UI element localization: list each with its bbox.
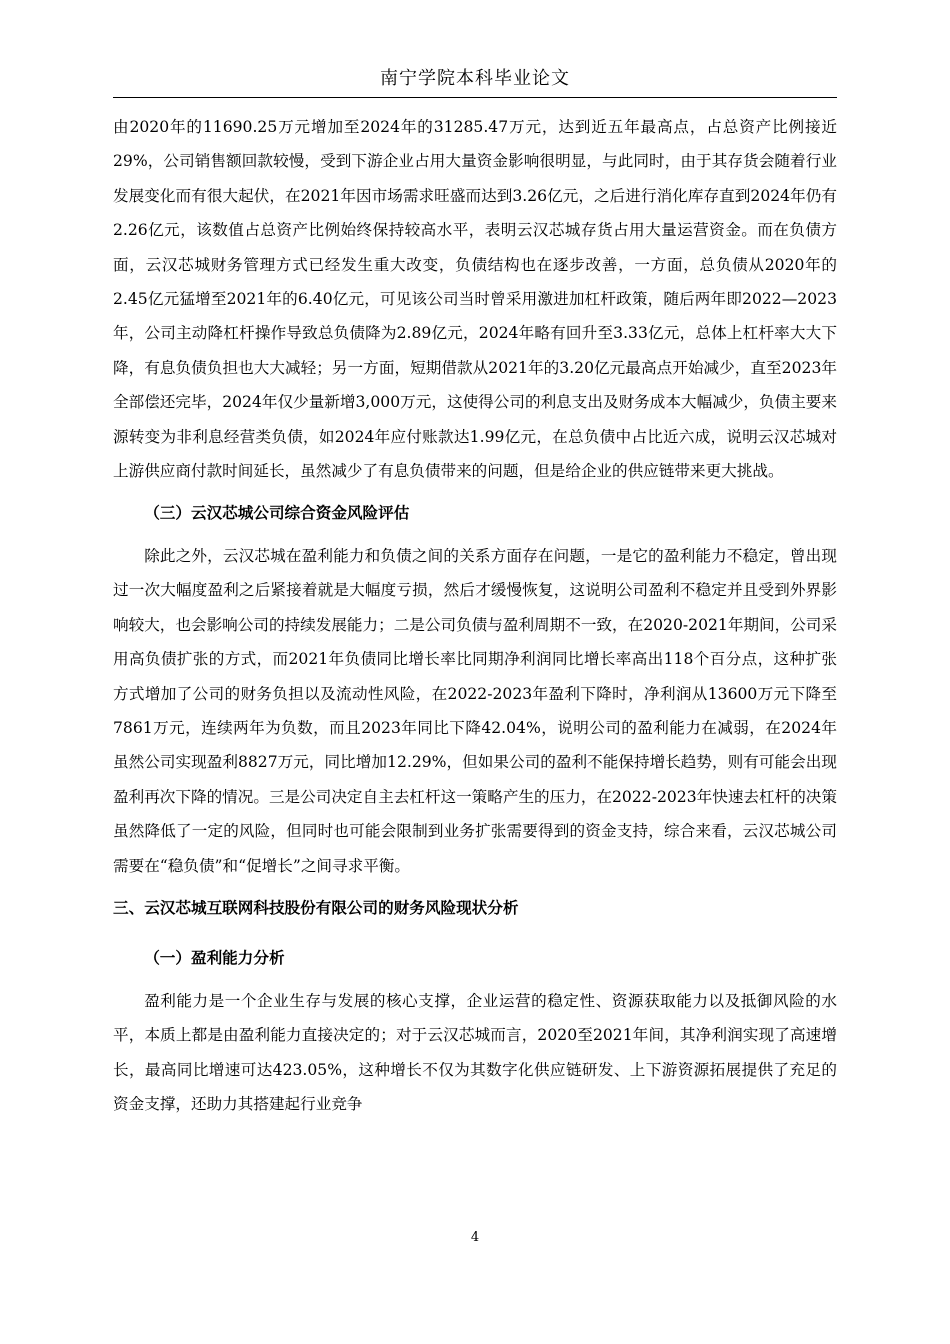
body-paragraph-continued: 由2020年的11690.25万元增加至2024年的31285.47万元，达到近五年最高点，占总资产比例接近29%，公司销售额回款较慢，受到下游企业占用大量资金影响很明显，与此同时，由于其存货会随着行业发展变化而有很大起伏，在2021年因市场需求旺盛而达到3.26亿元，之后进行消化库存直到2024年仍有2.26亿元，该数值占总资产比例始终保持较高水平，表明云汉芯城存货占用大量运营资金。而在负债方面，云汉芯城财务管理方式已经发生重大改变，负债结构也在逐步改善，一方面，总负债从2020年的2.45亿元猛增至2021年的6.40亿元，可见该公司当时曾采用激进加杠杆政策，随后两年即2022—2023年，公司主动降杠杆操作导致总负债降为2.89亿元，2024年略有回升至3.33亿元，总体上杠杆率大大下降，有息负债负担也大大减轻；另一方面，短期借款从2021年的3.20亿元最高点开始减少，直至2023年全部偿还完毕，2024年仅少量新增3,000万元，这使得公司的利息支出及财务成本大幅减少，负债主要来源转变为非利息经营类负债，如2024年应付账款达1.99亿元，在总负债中占比近六成，说明云汉芯城对上游供应商付款时间延长，虽然减少了有息负债带来的问题，但是给企业的供应链带来更大挑战。 — [113, 118, 837, 481]
body-paragraph: 盈利能力是一个企业生存与发展的核心支撑，企业运营的稳定性、资源获取能力以及抵御风险的水平，本质上都是由盈利能力直接决定的；对于云汉芯城而言，2020至2021年间，其净利润实现了高速增长，最高同比增速可达423.05%，这种增长不仅为其数字化供应链研发、上下游资源拓展提供了充足的资金支撑，还助力其搭建起行业竞争 — [113, 991, 837, 1113]
section-heading-1: （一）盈利能力分析 — [144, 949, 285, 968]
body-paragraph: 除此之外，云汉芯城在盈利能力和负债之间的关系方面存在问题，一是它的盈利能力不稳定，曾出现过一次大幅度盈利之后紧接着就是大幅度亏损，然后才缓慢恢复，这说明公司盈利不稳定并且受到外界影响较大，也会影响公司的持续发展能力；二是公司负债与盈利周期不一致，在2020-2021年期间，公司采用高负债扩张的方式，而2021年负债同比增长率比同期净利润同比增长率高出118个百分点，这种扩张方式增加了公司的财务负担以及流动性风险，在2022-2023年盈利下降时，净利润从13600万元下降至7861万元，连续两年为负数，而且2023年同比下降42.04%，说明公司的盈利能力在减弱，在2024年虽然公司实现盈利8827万元，同比增加12.29%，但如果公司的盈利不能保持增长趋势，则有可能会出现盈利再次下降的情况。三是公司决定自主去杠杆这一策略产生的压力，在2022-2023年快速去杠杆的决策虽然降低了一定的风险，但同时也可能会限制到业务扩张需要得到的资金支持，综合来看，云汉芯城公司需要在“稳负债”和“促增长”之间寻求平衡。 — [113, 546, 837, 875]
page-number: 4 — [470, 1230, 480, 1245]
running-header: 南宁学院本科毕业论文 — [380, 68, 570, 89]
section-heading-3: （三）云汉芯城公司综合资金风险评估 — [144, 504, 410, 523]
page-body — [113, 110, 837, 1121]
chapter-heading-3: 三、云汉芯城互联网科技股份有限公司的财务风险现状分析 — [113, 898, 519, 917]
header-rule — [113, 97, 837, 98]
